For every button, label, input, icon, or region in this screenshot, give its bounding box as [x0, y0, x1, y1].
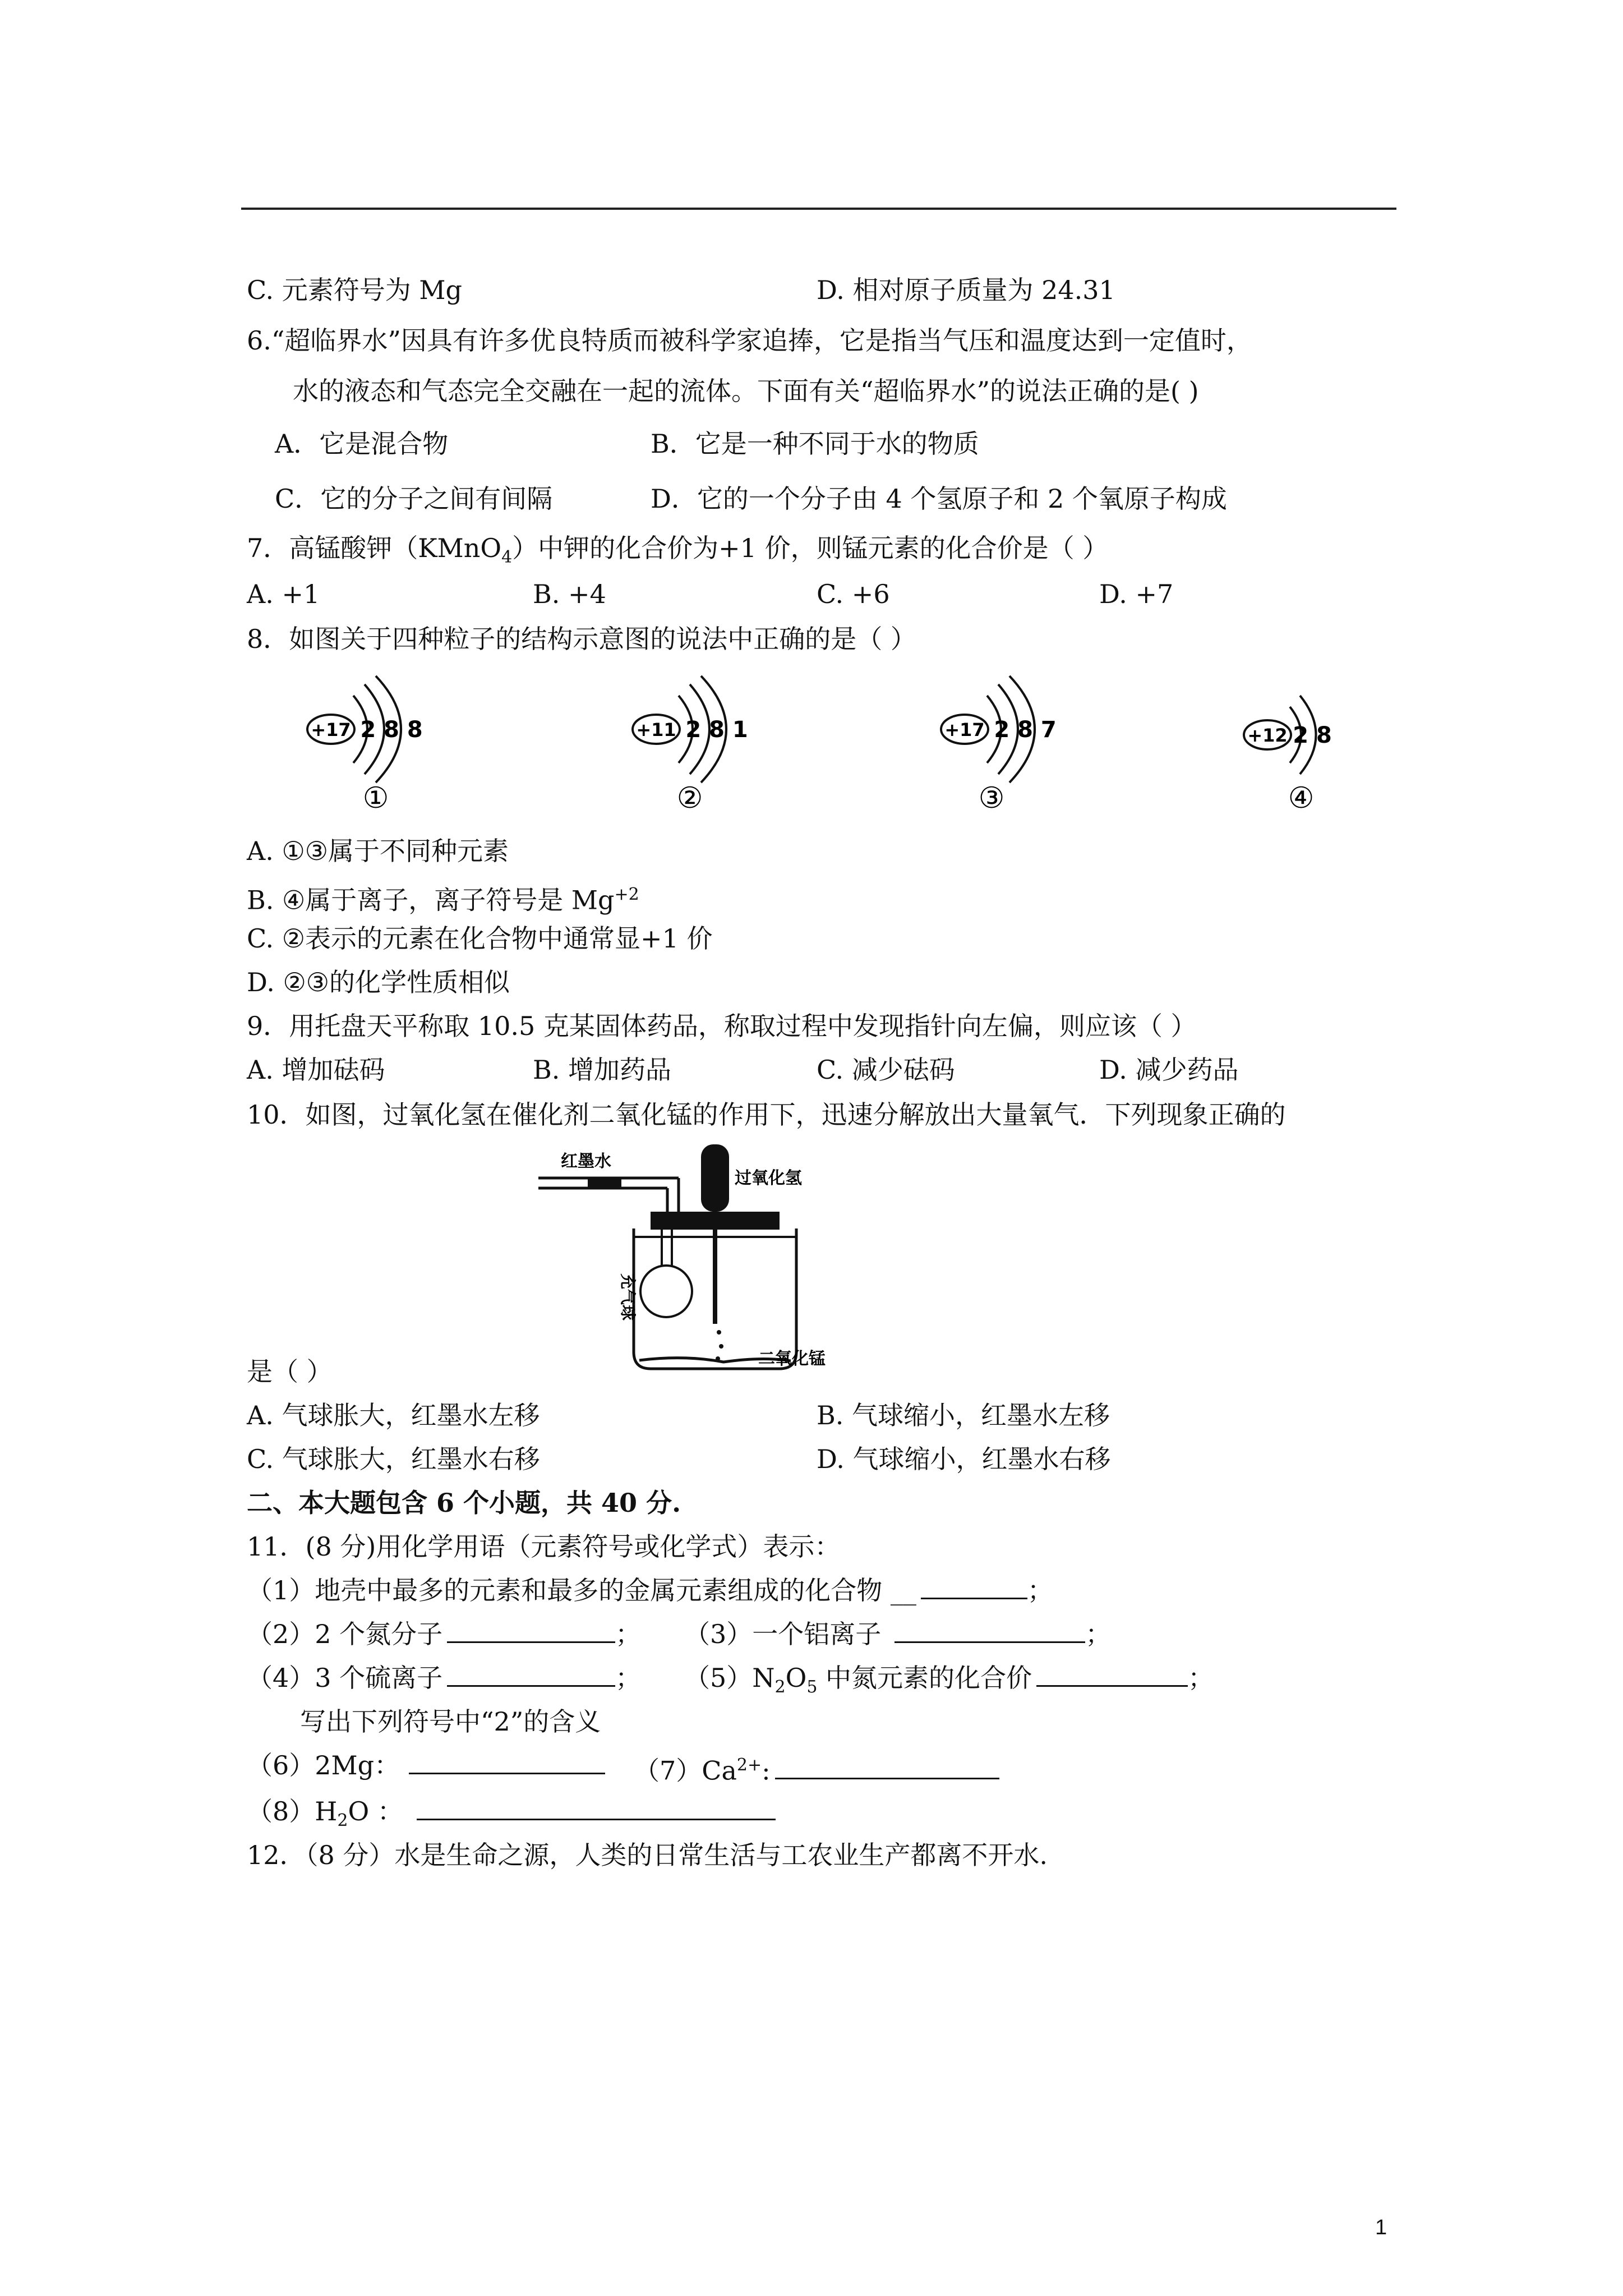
shell-electrons: 2 8 7 — [994, 717, 1057, 743]
label-hydrogen-peroxide: 过氧化氢 — [735, 1168, 802, 1188]
q5-option-c: C. 元素符号为 Mg — [247, 275, 462, 305]
q11-intro: 写出下列符号中“2”的含义 — [300, 1706, 601, 1737]
q9-option-a: A. 增加砝码 — [247, 1055, 385, 1085]
q11-part1-text: （1）地壳中最多的元素和最多的金属元素组成的化合物 __ — [247, 1575, 916, 1605]
particle-label: ① — [362, 781, 389, 813]
q11-part8 — [247, 1795, 776, 1837]
particle-label: ④ — [1288, 781, 1315, 813]
q10-stem: 10．如图，过氧化氢在催化剂二氧化锰的作用下，迅速分解放出大量氧气．下列现象正确的 — [247, 1099, 1286, 1130]
q7-stem-pre: 7．高锰酸钾（KMnO — [247, 533, 502, 563]
q6-stem-line1: 6.“超临界水”因具有许多优良特质而被科学家追捧，它是指当气压和温度达到一定值时， — [247, 325, 1252, 356]
q6-stem-line2: 水的液态和气态完全交融在一起的流体。下面有关“超临界水”的说法正确的是( ) — [293, 376, 1199, 406]
q9-option-b: B. 增加药品 — [533, 1055, 672, 1085]
q8-option-a: A. ①③属于不同种元素 — [247, 836, 509, 866]
q7-stem — [247, 532, 1108, 574]
q11-part5-post: 中氮元素的化合价 — [817, 1663, 1032, 1693]
particle-diagram-3 — [925, 673, 1094, 813]
particle-diagram-2 — [617, 673, 785, 813]
shell-electrons: 2 8 — [1293, 723, 1332, 748]
answer-blank[interactable] — [447, 1662, 615, 1687]
answer-blank[interactable] — [417, 1795, 776, 1820]
q6-option-d: D．它的一个分子由 4 个氢原子和 2 个氧原子构成 — [651, 484, 1227, 514]
particle-diagram-1 — [292, 673, 460, 813]
q11-part5 — [684, 1662, 1214, 1704]
particle-label: ③ — [978, 781, 1005, 813]
label-red-ink: 红墨水 — [561, 1152, 611, 1171]
particle-diagram-4 — [1228, 679, 1374, 813]
nucleus-charge: +17 — [944, 719, 985, 740]
q10-option-c: C. 气球胀大，红墨水右移 — [247, 1444, 540, 1474]
q7-option-d: D. +7 — [1099, 579, 1174, 609]
bubble — [717, 1330, 721, 1335]
particle-label: ② — [676, 781, 703, 813]
header-rule — [241, 208, 1396, 210]
answer-blank[interactable] — [895, 1618, 1085, 1643]
q11-part4 — [247, 1662, 641, 1694]
q12-stem: 12．（8 分）水是生命之源，人类的日常生活与工农业生产都离不开水. — [247, 1840, 1048, 1870]
q8-option-b-sup: +2 — [614, 885, 639, 904]
q10-option-a: A. 气球胀大，红墨水左移 — [247, 1400, 540, 1430]
label-balloon: 充气球 — [619, 1273, 637, 1321]
q6-option-a: A．它是混合物 — [275, 429, 449, 459]
bubble — [719, 1344, 723, 1349]
separator: ； — [615, 1663, 642, 1693]
q7-option-b: B. +4 — [533, 579, 606, 609]
q11-part5-sub2: 5 — [806, 1677, 818, 1697]
q8-option-b-text: B. ④属于离子，离子符号是 Mg — [247, 885, 615, 915]
q6-option-c: C．它的分子之间有间隔 — [275, 484, 553, 514]
q9-option-c: C. 减少砝码 — [817, 1055, 955, 1085]
q11-part1 — [247, 1574, 1053, 1607]
q7-stem-sub: 4 — [501, 547, 513, 568]
q7-option-c: C. +6 — [817, 579, 890, 609]
q11-part2 — [247, 1618, 641, 1650]
q11-part5-sub1: 2 — [774, 1677, 786, 1697]
q7-stem-post: ）中钾的化合价为+1 价，则锰元素的化合价是（ ） — [512, 533, 1109, 563]
q11-part4-text: （4）3 个硫离子 — [247, 1663, 443, 1693]
q11-part8-pre: （8）H — [247, 1796, 338, 1826]
nucleus-charge: +17 — [311, 719, 351, 740]
ink-drop — [588, 1177, 621, 1189]
q11-part3 — [684, 1618, 1111, 1650]
q11-part7-sup: 2+ — [736, 1755, 762, 1775]
q9-option-d: D. 减少药品 — [1099, 1055, 1239, 1085]
q11-part7 — [634, 1749, 999, 1787]
q11-part6-text: （6）2Mg： — [247, 1750, 400, 1780]
separator: ； — [1027, 1575, 1053, 1605]
q8-option-d: D. ②③的化学性质相似 — [247, 967, 510, 997]
section2-heading: 二、本大题包含 6 个小题，共 40 分. — [247, 1488, 681, 1518]
separator: ； — [615, 1619, 642, 1649]
balloon — [640, 1266, 692, 1317]
q11-part5-pre: （5）N — [684, 1663, 775, 1693]
q8-option-b — [247, 878, 639, 916]
q8-stem: 8．如图关于四种粒子的结构示意图的说法中正确的是（ ） — [247, 624, 916, 654]
q9-stem: 9．用托盘天平称取 10.5 克某固体药品，称取过程中发现指针向左偏，则应该（ ） — [247, 1011, 1197, 1041]
q5-option-d: D. 相对原子质量为 24.31 — [817, 275, 1115, 305]
q11-part7-pre: （7）Ca — [634, 1755, 737, 1786]
shell-electrons: 2 8 1 — [685, 717, 748, 743]
answer-blank[interactable] — [921, 1574, 1027, 1599]
nucleus-charge: +12 — [1247, 725, 1288, 746]
answer-blank[interactable] — [409, 1749, 605, 1774]
q6-option-b: B．它是一种不同于水的物质 — [651, 429, 979, 459]
q10-stem-end: 是（ ） — [247, 1356, 333, 1387]
q11-part8-sub: 2 — [337, 1811, 348, 1831]
page-number: 1 — [1375, 2216, 1387, 2239]
q11-part3-text: （3）一个铝离子 — [684, 1619, 882, 1649]
q11-part7-post: : — [762, 1755, 771, 1786]
apparatus-figure — [538, 1139, 852, 1386]
answer-blank[interactable] — [775, 1754, 999, 1779]
q7-option-a: A. +1 — [247, 579, 320, 609]
q11-part8-post: O ： — [348, 1796, 403, 1826]
answer-blank[interactable] — [1036, 1662, 1188, 1687]
label-manganese-dioxide: 二氧化锰 — [758, 1349, 826, 1369]
q11-part6 — [247, 1749, 605, 1782]
separator: ； — [1085, 1619, 1112, 1649]
answer-blank[interactable] — [447, 1618, 615, 1643]
nucleus-charge: +11 — [636, 719, 676, 740]
shell-electrons: 2 8 8 — [360, 717, 423, 743]
q11-stem: 11．(8 分)用化学用语（元素符号或化学式）表示： — [247, 1531, 841, 1562]
q11-part2-text: （2）2 个氮分子 — [247, 1619, 443, 1649]
q11-part5-mid: O — [785, 1663, 807, 1693]
q8-option-c: C. ②表示的元素在化合物中通常显+1 价 — [247, 923, 713, 954]
separator: ； — [1188, 1663, 1214, 1693]
q10-option-d: D. 气球缩小，红墨水右移 — [817, 1444, 1111, 1474]
q10-option-b: B. 气球缩小，红墨水左移 — [817, 1400, 1110, 1430]
dropper-bulb — [701, 1144, 729, 1212]
